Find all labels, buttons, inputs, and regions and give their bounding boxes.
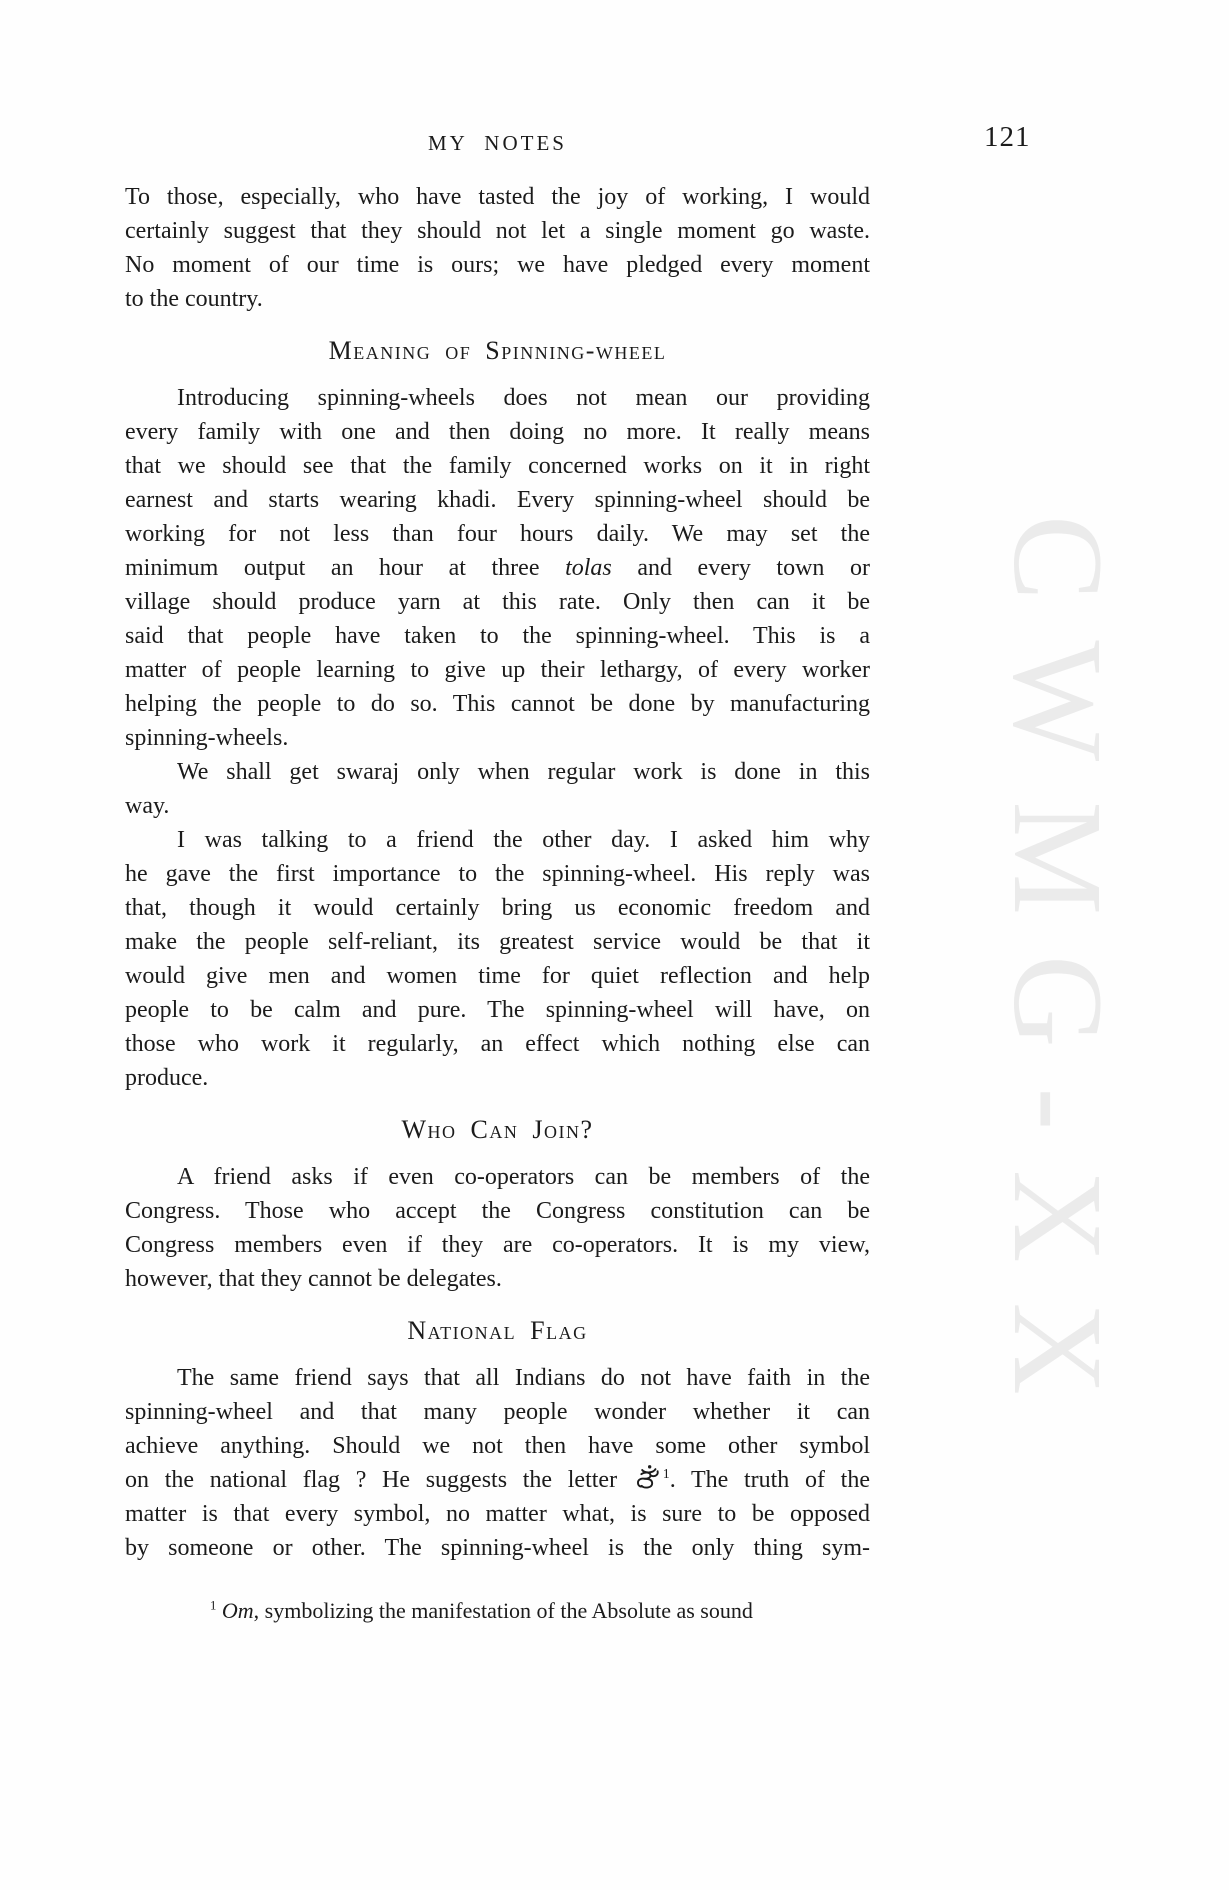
text-line: No moment of our time is ours; we have pledged every moment	[125, 252, 870, 278]
text-line: certainly suggest that they should not let a single moment go waste.	[125, 218, 870, 244]
text-segment: . The truth of the	[669, 1467, 870, 1493]
text-segment: and every town or	[611, 555, 870, 581]
text-line: I was talking to a friend the other day. I asked him why	[177, 827, 870, 853]
text-line: To those, especially, who have tasted the joy of working, I would	[125, 184, 870, 210]
text-line: every family with one and then doing no more. It really means	[125, 419, 870, 445]
text-segment: on the national flag ? He suggests the letter	[125, 1467, 633, 1493]
text-line: The same friend says that all Indians do not have faith in the	[177, 1365, 870, 1391]
superscript-marker: 1	[210, 1598, 217, 1613]
text-line: helping the people to do so. This cannot be done by manufacturing	[125, 691, 870, 717]
text-line: achieve anything. Should we not then have some other symbol	[125, 1433, 870, 1459]
superscript-marker: 1	[662, 1467, 670, 1482]
om-symbol-icon	[633, 1463, 663, 1497]
italic-text: tolas	[565, 555, 612, 581]
text-column	[125, 180, 870, 1565]
text-line: that, though it would certainly bring us economic freedom and	[125, 895, 870, 921]
text-line: working for not less than four hours daily. We may set the	[125, 521, 870, 547]
italic-text: Om	[221, 1598, 254, 1623]
running-header: MY NOTES	[428, 131, 567, 155]
text-line: said that people have taken to the spinning-wheel. This is a	[125, 623, 870, 649]
text-line: make the people self-reliant, its greatest service would be that it	[125, 929, 870, 955]
text-segment: , symbolizing the manifestation of the Absolute as sound	[253, 1598, 753, 1623]
section-heading: National Flag	[407, 1316, 588, 1345]
text-line: way.	[125, 793, 170, 819]
text-line: those who work it regularly, an effect which nothing else can	[125, 1031, 870, 1057]
text-line: however, that they cannot be delegates.	[125, 1266, 502, 1292]
text-line: to the country.	[125, 286, 263, 312]
text-line: Introducing spinning-wheels does not mean our providing	[177, 385, 870, 411]
text-line: produce.	[125, 1065, 209, 1091]
text-line: would give men and women time for quiet reflection and help	[125, 963, 870, 989]
text-line: spinning-wheel and that many people wonder whether it can	[125, 1399, 870, 1425]
text-line: by someone or other. The spinning-wheel is the only thing sym-	[125, 1535, 870, 1561]
watermark: CWMG-XX	[987, 515, 1129, 1435]
text-line	[125, 1463, 870, 1497]
text-line: that we should see that the family concerned works on it in right	[125, 453, 870, 479]
text-line: matter is that every symbol, no matter what, is sure to be opposed	[125, 1501, 870, 1527]
section-heading: Meaning of Spinning-wheel	[328, 336, 667, 365]
text-line: Congress members even if they are co-operators. It is my view,	[125, 1232, 870, 1258]
section-heading: Who Can Join?	[401, 1115, 594, 1144]
page-number: 121	[984, 121, 1031, 153]
text-line: matter of people learning to give up their lethargy, of every worker	[125, 657, 870, 683]
text-line	[125, 551, 870, 585]
text-line: people to be calm and pure. The spinning-wheel will have, on	[125, 997, 870, 1023]
text-line: A friend asks if even co-operators can be members of the	[177, 1164, 870, 1190]
text-line: he gave the first importance to the spinning-wheel. His reply was	[125, 861, 870, 887]
text-line: spinning-wheels.	[125, 725, 289, 751]
text-segment: minimum output an hour at three	[125, 555, 566, 581]
text-line: Congress. Those who accept the Congress constitution can be	[125, 1198, 870, 1224]
text-line: earnest and starts wearing khadi. Every spinning-wheel should be	[125, 487, 870, 513]
text-line: village should produce yarn at this rate. Only then can it be	[125, 589, 870, 615]
text-line: We shall get swaraj only when regular work is done in this	[177, 759, 870, 785]
footnote	[210, 1596, 753, 1626]
